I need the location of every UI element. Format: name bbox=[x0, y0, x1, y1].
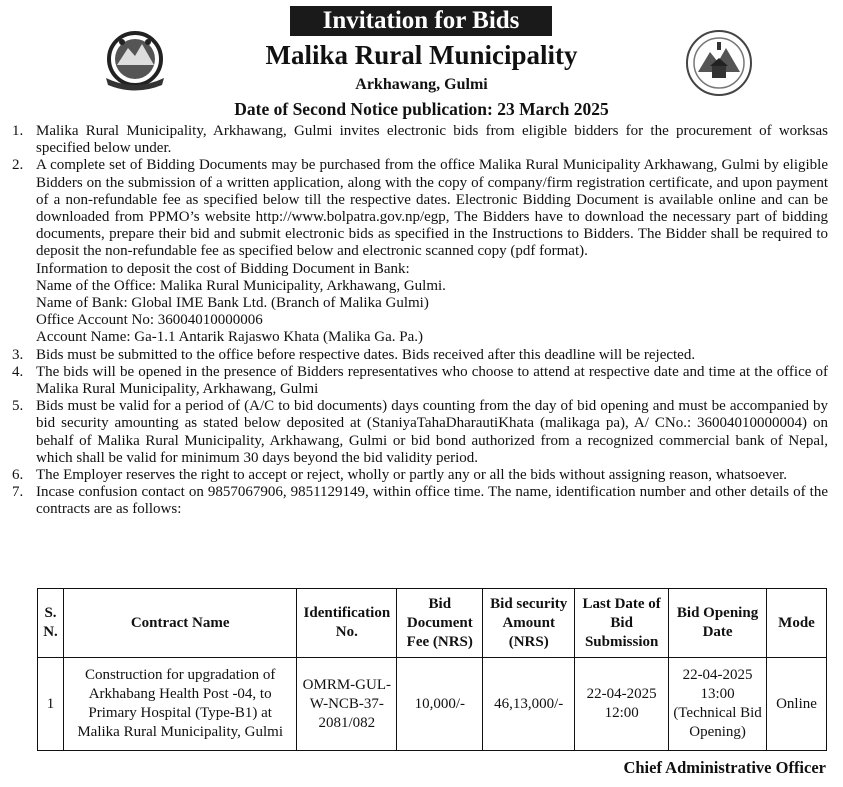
item-text: A complete set of Bidding Documents may be purchased from the office Malika Rural Municipality Arkhawang, Gulmi by eligible Bidders on the submission of a written application, along with the copy of company/firm registration certificate, and upon payment of a non-refundable fee as specified below till the respective dates. Electronic Bidding Document is available online and can be downloaded from PPMO’s website http://www.bolpatra.gov.np/egp, The Bidders have to download the necessary part of bidding documents, prepare their bid and submit electronic bids as specified in the Instructions to Bidders. The Bidder shall be required to deposit the non-refundable fee as specified below and electronic scanned copy (pdf format). bbox=[36, 157, 828, 260]
column-header-last-submission-date: Last Date of Bid Submission bbox=[575, 589, 669, 658]
column-header-bid-security-amount: Bid security Amount (NRS) bbox=[483, 589, 575, 658]
contracts-table bbox=[37, 588, 827, 751]
item-text: Incase confusion contact on 9857067906, 9851129149, within office time. The name, identification number and other details of the contracts are as follows: bbox=[36, 484, 828, 518]
column-header-contract-name: Contract Name bbox=[63, 589, 296, 658]
bank-office-name: Name of the Office: Malika Rural Municipality, Arkhawang, Gulmi. bbox=[36, 277, 446, 294]
notice-item bbox=[12, 157, 828, 346]
item-text: Malika Rural Municipality, Arkhawang, Gulmi invites electronic bids from eligible bidders for the procurement of worksas specified below under. bbox=[36, 123, 828, 157]
cell-bid-document-fee: 10,000/- bbox=[397, 658, 483, 751]
table-header-row bbox=[38, 589, 827, 658]
item-text: The Employer reserves the right to accept or reject, wholly or partly any or all the bids without assigning reason, whatsoever. bbox=[36, 467, 788, 484]
item-number: 3. bbox=[12, 346, 24, 363]
item-number: 4. bbox=[12, 363, 24, 380]
signatory-title: Chief Administrative Officer bbox=[623, 758, 826, 777]
cell-identification-no: OMRM-GUL-W-NCB-37-2081/082 bbox=[297, 658, 397, 751]
column-header-sn: S. N. bbox=[38, 589, 64, 658]
bank-account-name: Account Name: Ga-1.1 Antarik Rajaswo Khata (Malika Ga. Pa.) bbox=[36, 329, 423, 346]
column-header-bid-document-fee: Bid Document Fee (NRS) bbox=[397, 589, 483, 658]
organization-address: Arkhawang, Gulmi bbox=[355, 76, 488, 93]
cell-bid-opening-date: 22-04-2025 13:00 (Technical Bid Opening) bbox=[669, 658, 767, 751]
item-text: Bids must be valid for a period of (A/C to bid documents) days counting from the day of bid opening and must be accompanied by bid security amounting as stated below deposited at (StaniyaTahaDharautiKhata (malikaga pa), A/ CNo.: 36004010000004) on behalf of Malika Rural Municipality, Arkhawang, Gulmi or bid bond authorized from a recognized commercial bank of Nepal, which shall be valid for minimum 30 days beyond the bid validity period. bbox=[36, 398, 828, 466]
item-text: Bids must be submitted to the office before respective dates. Bids received after this deadline will be rejected. bbox=[36, 346, 696, 363]
notice-body bbox=[12, 123, 828, 519]
notice-item bbox=[12, 364, 828, 398]
item-number: 5. bbox=[12, 398, 24, 415]
table-row bbox=[38, 658, 827, 751]
item-number: 6. bbox=[12, 467, 24, 484]
item-number: 1. bbox=[12, 123, 24, 139]
bank-account-number: Office Account No: 36004010000006 bbox=[36, 312, 263, 329]
item-number: 2. bbox=[12, 157, 24, 174]
cell-last-submission-date: 22-04-2025 12:00 bbox=[575, 658, 669, 751]
organization-name: Malika Rural Municipality bbox=[265, 40, 578, 70]
notice-item bbox=[12, 347, 828, 364]
item-text: The bids will be opened in the presence of Bidders representatives who choose to attend at respective date and time at the office of Malika Rural Municipality, Arkhawang, Gulmi bbox=[36, 363, 828, 398]
bank-name: Name of Bank: Global IME Bank Ltd. (Branch of Malika Gulmi) bbox=[36, 295, 429, 312]
notice-banner: Invitation for Bids bbox=[290, 6, 552, 36]
notice-item bbox=[12, 484, 828, 518]
item-number: 7. bbox=[12, 484, 24, 501]
column-header-identification-no: Identification No. bbox=[297, 589, 397, 658]
column-header-bid-opening-date: Bid Opening Date bbox=[669, 589, 767, 658]
cell-sn: 1 bbox=[38, 658, 64, 751]
notice-date: Date of Second Notice publication: 23 March 2025 bbox=[234, 99, 609, 119]
notice-item bbox=[12, 467, 828, 484]
notice-item bbox=[12, 123, 828, 157]
notice-item bbox=[12, 398, 828, 467]
column-header-mode: Mode bbox=[767, 589, 827, 658]
cell-contract-name: Construction for upgradation of Arkhabang Health Post -04, to Primary Hospital (Type-B1) at Malika Rural Municipality, Gulmi bbox=[63, 658, 296, 751]
notice-items bbox=[12, 123, 828, 519]
cell-bid-security-amount: 46,13,000/- bbox=[483, 658, 575, 751]
cell-mode: Online bbox=[767, 658, 827, 751]
bank-info-heading: Information to deposit the cost of Bidding Document in Bank: bbox=[36, 260, 410, 277]
